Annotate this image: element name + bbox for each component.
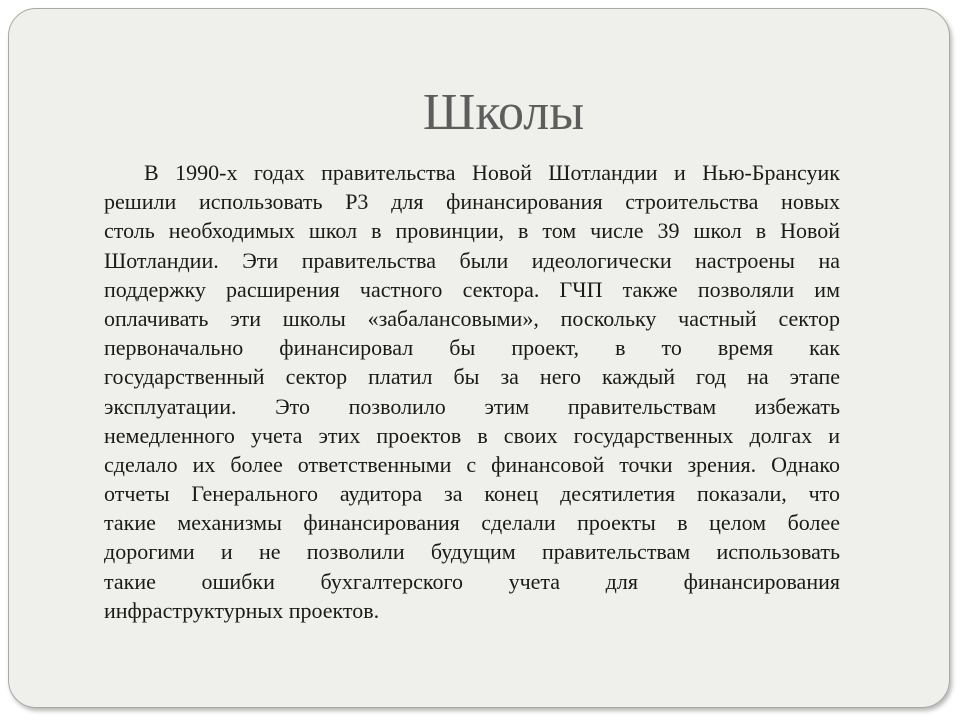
paragraph-line: эксплуатации. Это позволило этим правительствам избежать	[104, 393, 840, 419]
paragraph-line: такие механизмы финансирования сделали проекты в целом более	[104, 510, 840, 536]
paragraph-line: дорогими и не позволили будущим правительствам использовать	[104, 539, 840, 565]
body-paragraph	[104, 158, 840, 625]
paragraph-line: решили использовать Р3 для финансирования строительства новых	[104, 189, 840, 215]
paragraph-line: такие ошибки бухгалтерского учета для финансирования	[104, 568, 840, 594]
paragraph-line: немедленного учета этих проектов в своих государственных долгах и	[104, 422, 840, 448]
paragraph-line: Шотландии. Эти правительства были идеологически настроены на	[104, 247, 840, 273]
paragraph-line: сделало их более ответственными с финансовой точки зрения. Однако	[104, 451, 840, 477]
paragraph-line: государственный сектор платил бы за него каждый год на этапе	[104, 364, 840, 390]
paragraph-line: В 1990-х годах правительства Новой Шотландии и Нью-Брансуик	[144, 160, 840, 185]
paragraph-line: первоначально финансировал бы проект, в то время как	[104, 335, 840, 361]
paragraph-line: отчеты Генерального аудитора за конец десятилетия показали, что	[104, 481, 840, 507]
paragraph-line: поддержку расширения частного сектора. ГЧП также позволяли им	[104, 276, 840, 302]
paragraph-line: инфраструктурных проектов.	[104, 597, 380, 623]
paragraph-line: оплачивать эти школы «забалансовыми», поскольку частный сектор	[104, 305, 840, 331]
slide-title: Школы	[422, 84, 585, 141]
paragraph-line: столь необходимых школ в провинции, в том числе 39 школ в Новой	[104, 218, 840, 244]
